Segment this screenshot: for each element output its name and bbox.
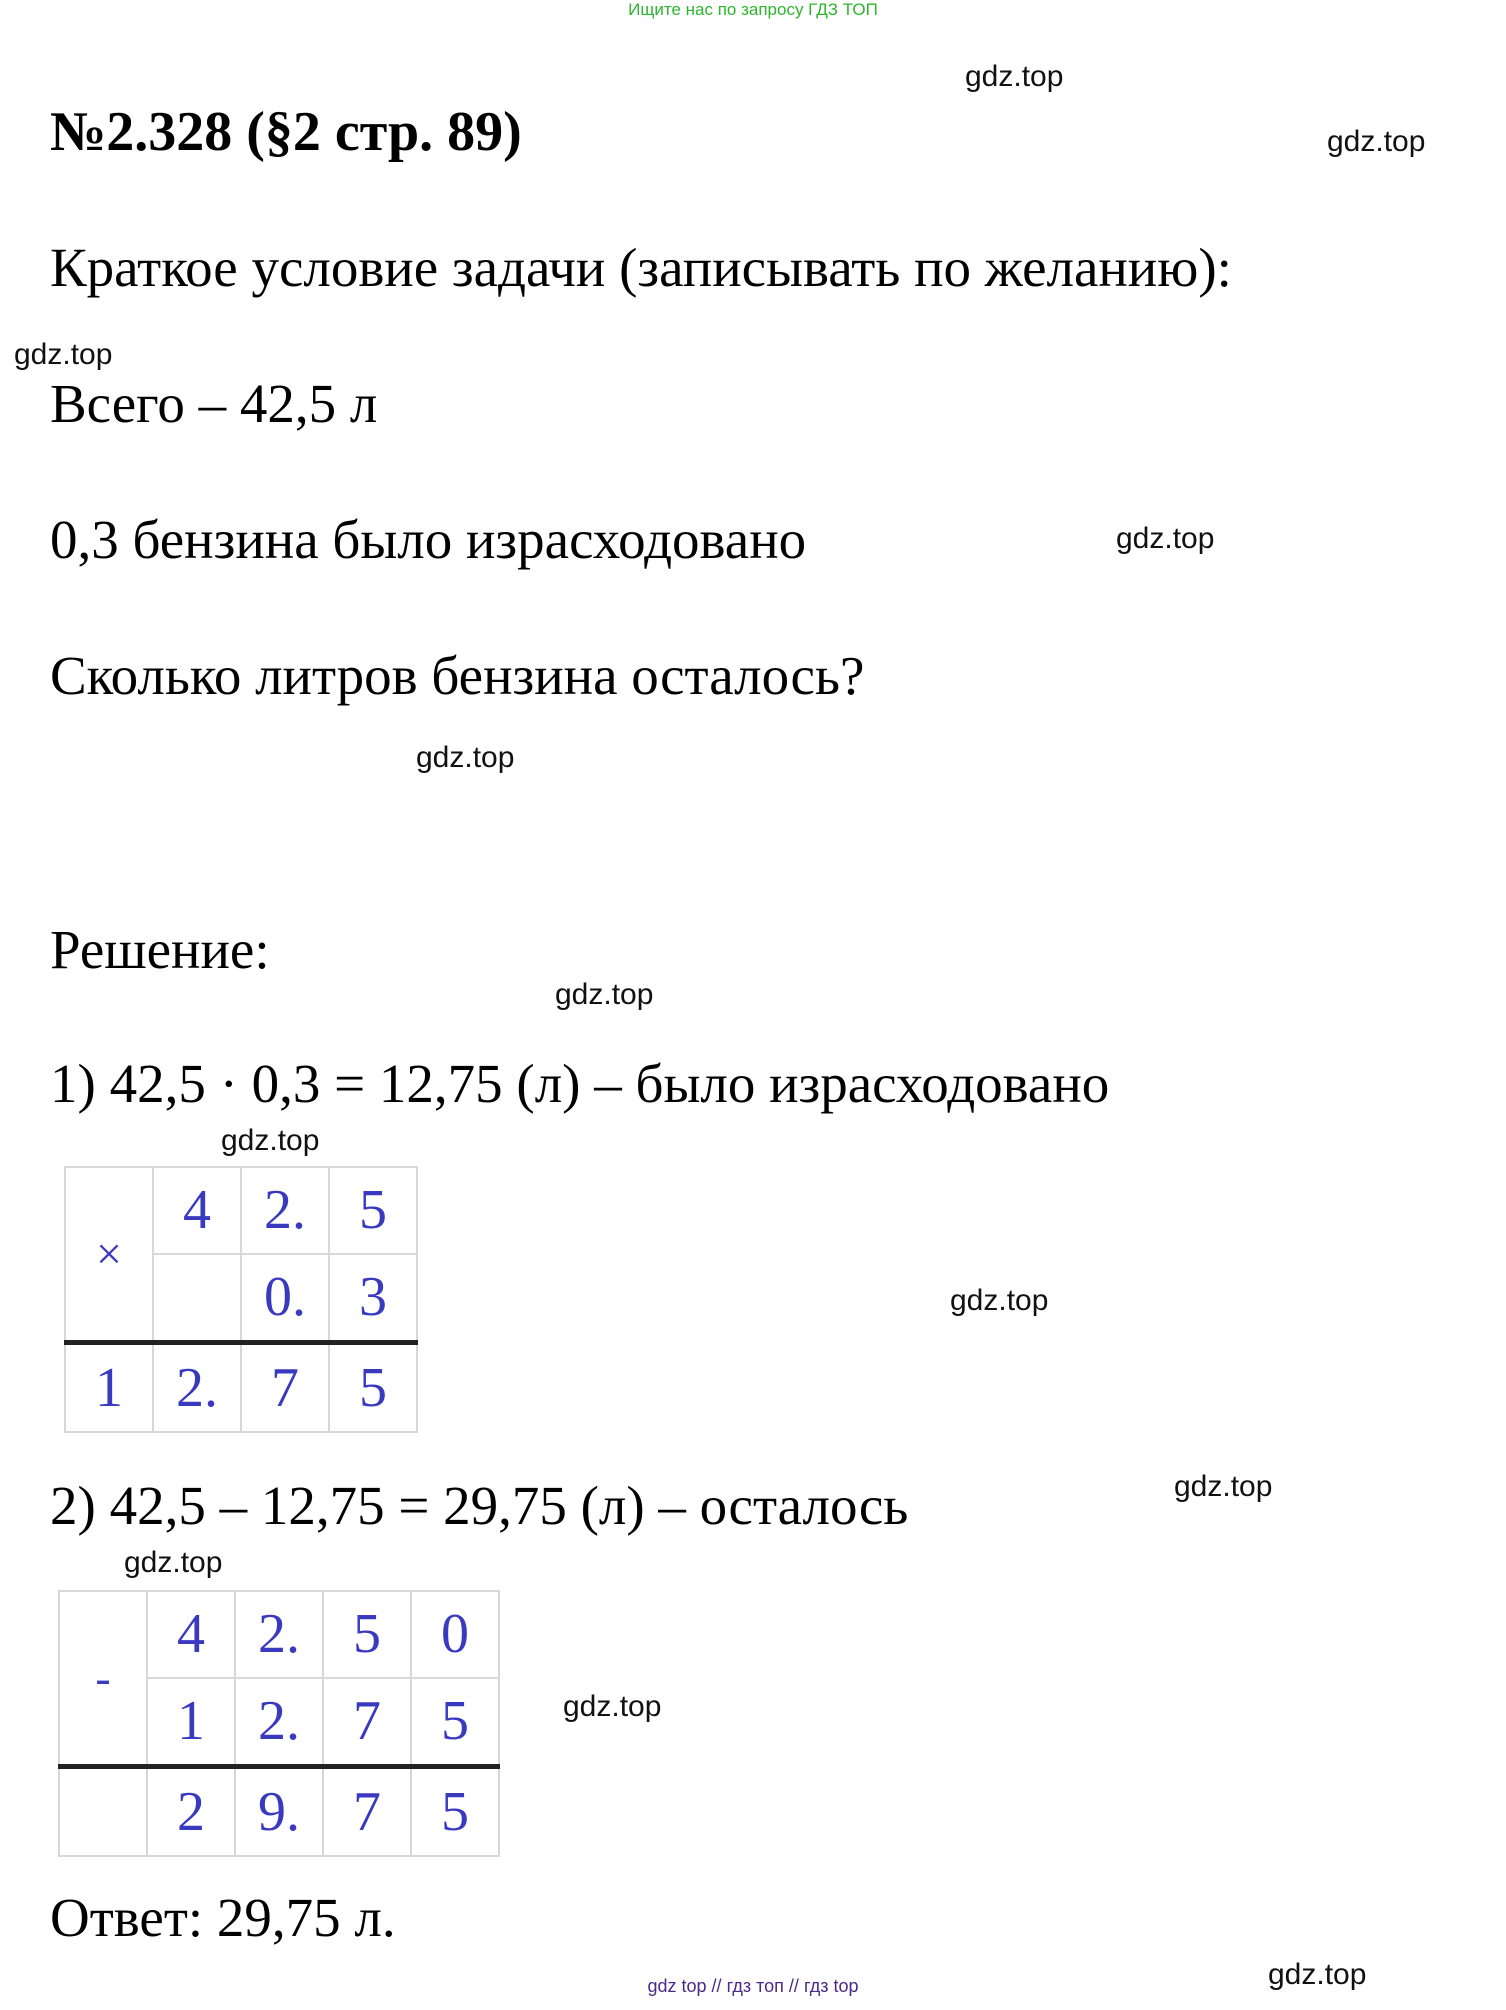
footer-link[interactable]: гдз top: [803, 1976, 859, 1996]
grid-cell: 2.: [235, 1591, 323, 1678]
grid-cell: 5: [329, 1343, 417, 1433]
grid-cell: 5: [323, 1591, 411, 1678]
condition-total: Всего – 42,5 л: [50, 373, 378, 434]
watermark: gdz.top: [950, 1284, 1049, 1317]
multiply-operator: ×: [65, 1167, 153, 1343]
grid-cell: 7: [241, 1343, 329, 1433]
watermark: gdz.top: [555, 978, 654, 1011]
watermark: gdz.top: [965, 60, 1064, 93]
condition-heading: Краткое условие задачи (записывать по желанию):: [50, 237, 1232, 298]
condition-used: 0,3 бензина было израсходовано: [50, 509, 807, 570]
page-title: №2.328 (§2 стр. 89): [50, 101, 522, 163]
grid-cell: 1: [65, 1343, 153, 1433]
watermark: gdz.top: [14, 338, 113, 371]
watermark: gdz.top: [221, 1124, 320, 1157]
grid-cell: 4: [153, 1167, 241, 1254]
grid-cell: 5: [411, 1767, 499, 1857]
watermark: gdz.top: [416, 741, 515, 774]
grid-cell: 3: [329, 1254, 417, 1343]
grid-cell: 2.: [241, 1167, 329, 1254]
footer-separator: //: [788, 1976, 799, 1996]
grid-cell: 7: [323, 1678, 411, 1767]
solution-heading: Решение:: [50, 919, 270, 980]
grid-cell: 4: [147, 1591, 235, 1678]
grid-cell: [153, 1254, 241, 1343]
footer-links: [0, 1976, 1506, 1997]
condition-question: Сколько литров бензина осталось?: [50, 645, 865, 706]
watermark: gdz.top: [124, 1546, 223, 1579]
grid-cell: 7: [323, 1767, 411, 1857]
subtraction-grid: [58, 1590, 500, 1857]
grid-cell: 0.: [241, 1254, 329, 1343]
watermark: gdz.top: [1327, 125, 1426, 158]
watermark: gdz.top: [1174, 1470, 1273, 1503]
grid-cell: 2: [147, 1767, 235, 1857]
watermark: gdz.top: [563, 1690, 662, 1723]
grid-cell: 1: [147, 1678, 235, 1767]
watermark: gdz.top: [1268, 1958, 1367, 1991]
grid-cell: 5: [329, 1167, 417, 1254]
grid-cell: 5: [411, 1678, 499, 1767]
grid-cell: 0: [411, 1591, 499, 1678]
grid-cell: 2.: [153, 1343, 241, 1433]
watermark: gdz.top: [1116, 522, 1215, 555]
solution-step-1: 1) 42,5 · 0,3 = 12,75 (л) – было израсходовано: [50, 1053, 1110, 1114]
grid-cell: 2.: [235, 1678, 323, 1767]
grid-cell: 9.: [235, 1767, 323, 1857]
top-banner[interactable]: Ищите нас по запросу ГДЗ ТОП: [628, 0, 878, 19]
grid-cell: [59, 1767, 147, 1857]
multiplication-grid: [64, 1166, 418, 1433]
minus-operator: -: [59, 1591, 147, 1767]
footer-link[interactable]: gdz top: [647, 1976, 707, 1996]
footer-link[interactable]: гдз топ: [726, 1976, 784, 1996]
solution-step-2: 2) 42,5 – 12,75 = 29,75 (л) – осталось: [50, 1475, 909, 1536]
footer-separator: //: [711, 1976, 722, 1996]
answer: Ответ: 29,75 л.: [50, 1887, 396, 1948]
